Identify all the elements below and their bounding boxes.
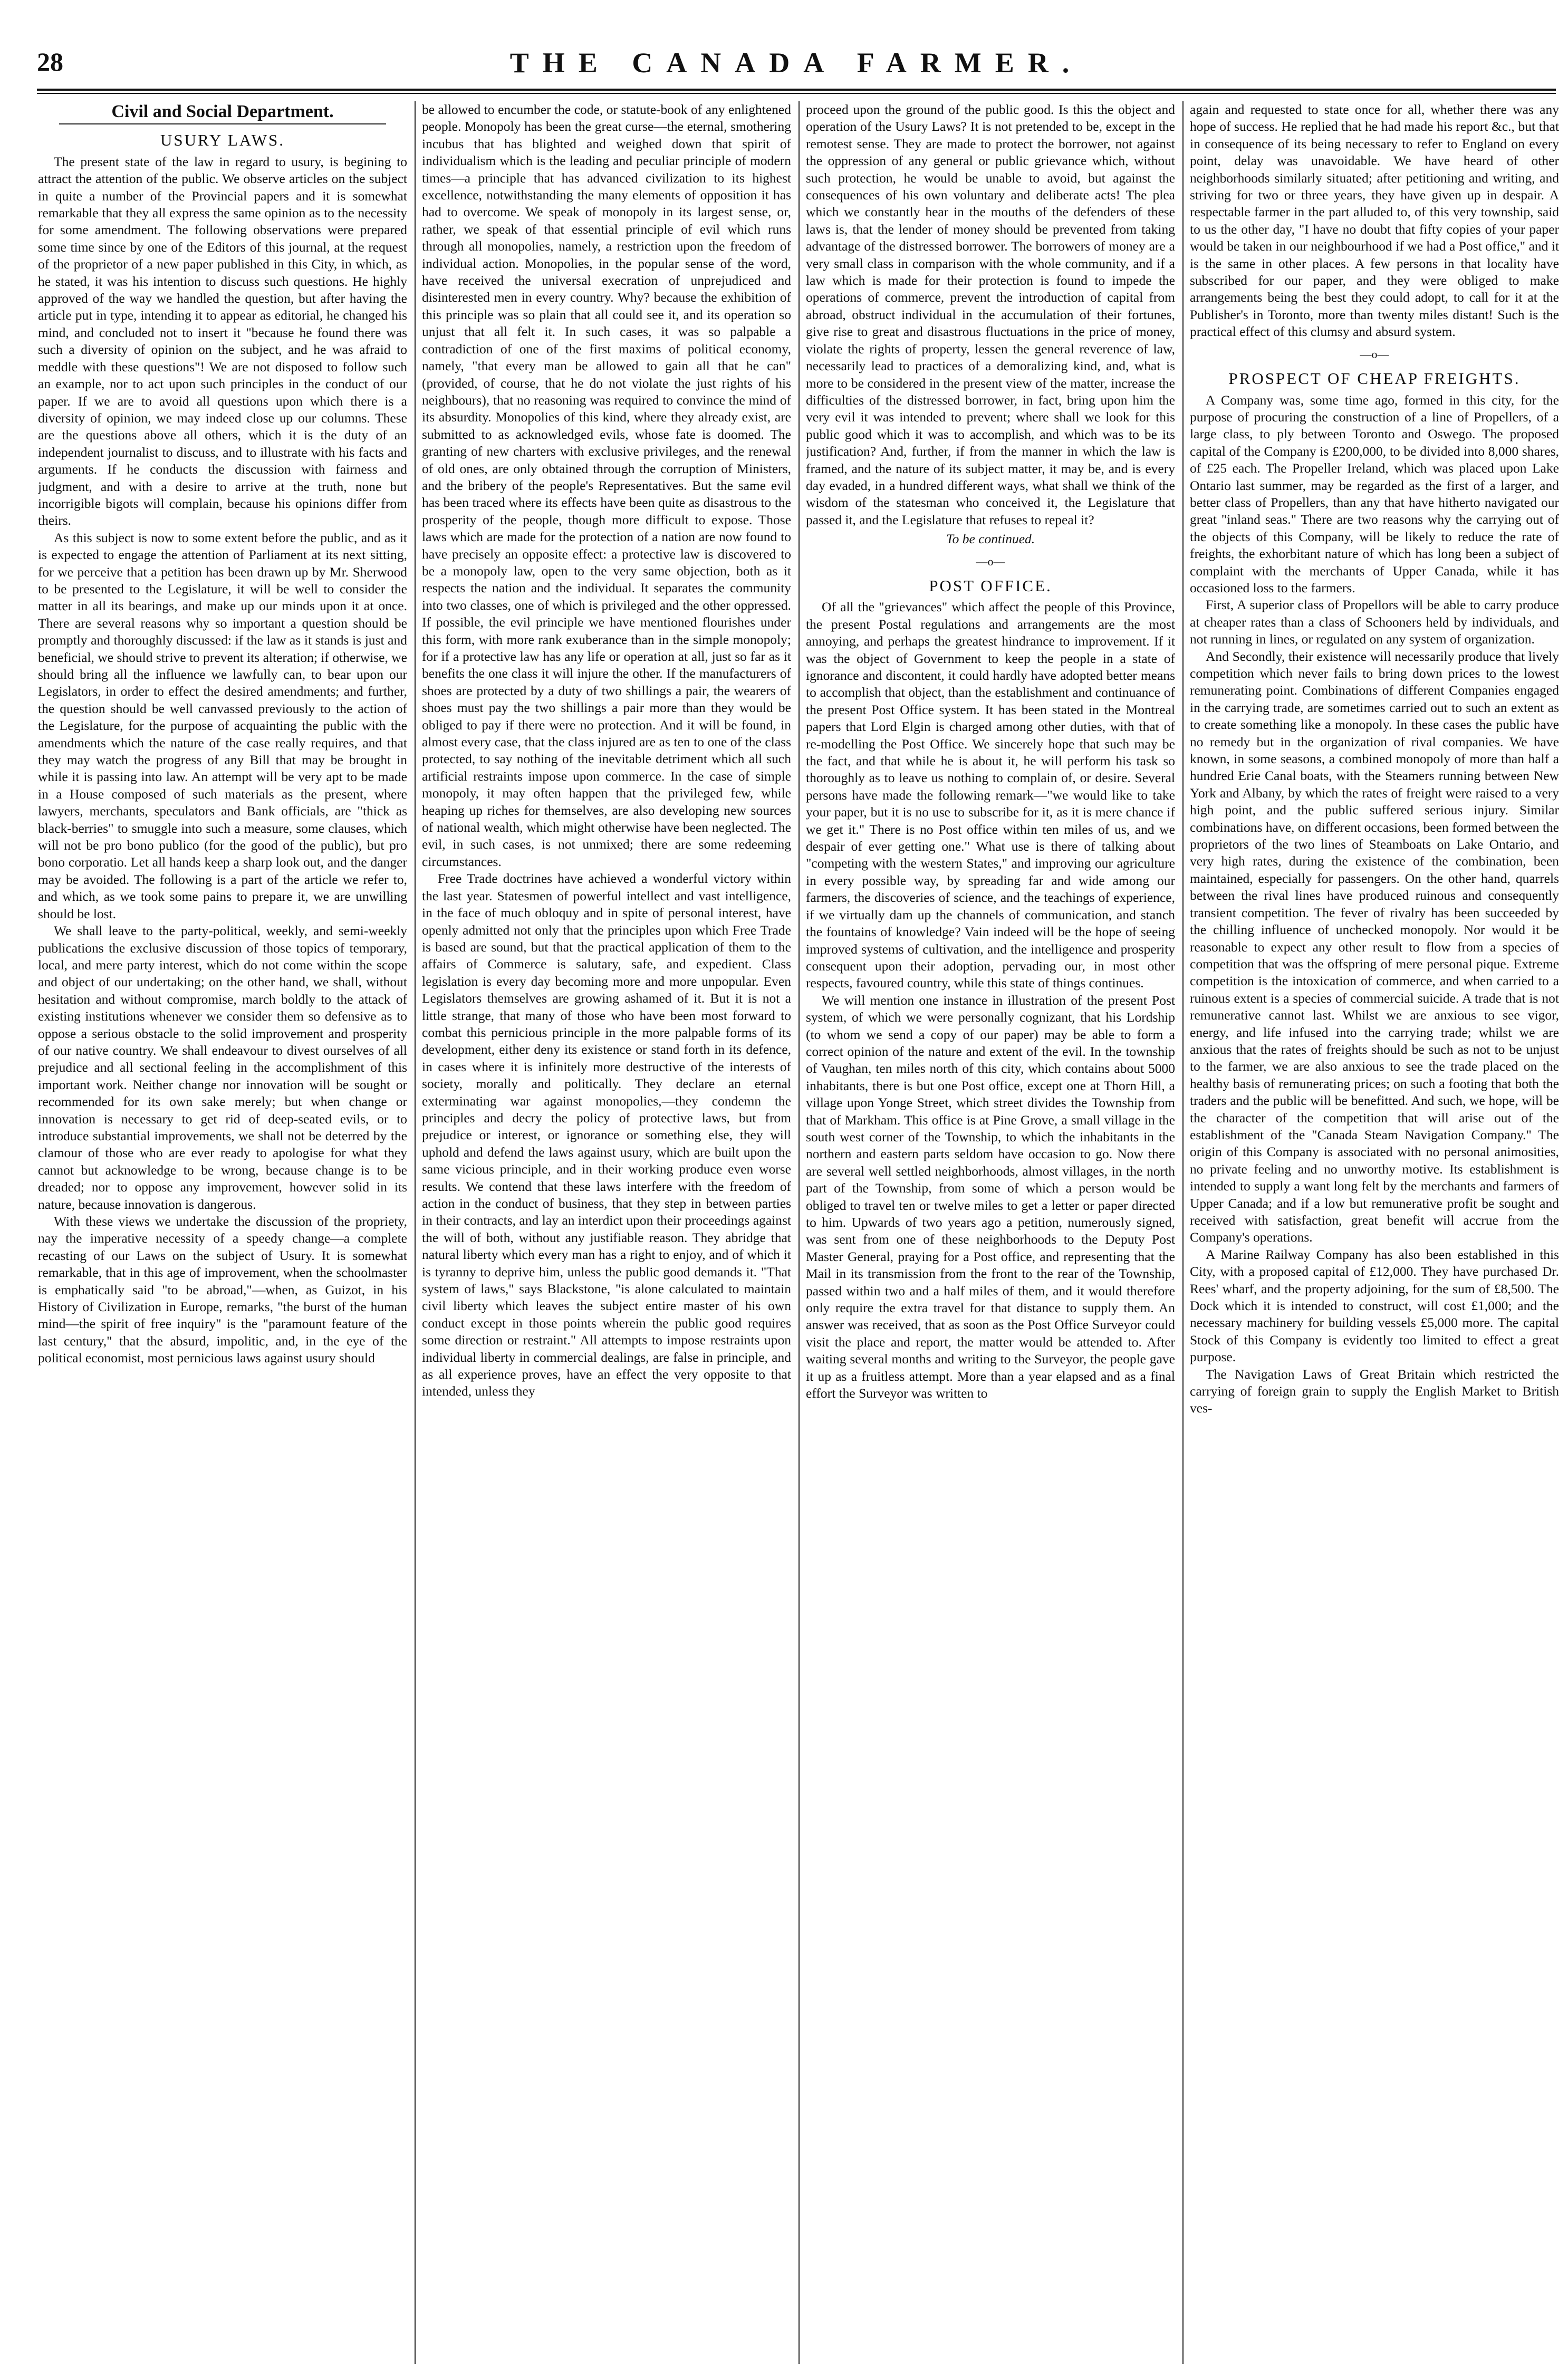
article-paragraph: We shall leave to the party-political, weekly, and semi-weekly publications the exclusive discussion of those topics of temporary, local, and mere party interest, which do not come within the scope and object of our undertaking; on the other hand, we shall, without hesitation and without compromise, march boldly to the attack of existing institutions whenever we consider them so defensive as to oppose a serious obstacle to the solid improvement and prosperity of our native country. We shall endeavour to divest ourselves of all prejudice and all sectional feeling in the accomplishment of this important work. Neither change nor innovation will be sought or recommended for its own sake merely; but when change or innovation is necessary to get rid of deep-seated evils, or to introduce substantial improvements, we shall not be deterred by the clamour of those who are ever ready to apologise for what they cannot but acknowledge to be wrong, because change is to be dreaded; nor to oppose any improvement, however solid in its nature, because innovation is dangerous.	[38, 923, 407, 1212]
department-heading: Civil and Social Department.	[111, 102, 334, 121]
column-4	[1190, 101, 1559, 2364]
article-paragraph: And Secondly, their existence will necessarily produce that lively competition which never fails to bring down prices to the lowest remunerating point. Combinations of different Companies engaged in the carrying trade, are sometimes carried out to such an extent as to create something like a monopoly. In these cases the public have no remedy but in the organization of rival companies. We have known, in some seasons, a combined monopoly of more than half a hundred Erie Canal boats, with the Steamers running between New York and Albany, by which the rates of freight were raised to a very high point, and the public suffered serious injury. Similar combinations have, on different occasions, been formed between the proprietors of the two lines of Steamboats on Lake Ontario, and very high rates, during the existence of the combination, been maintained, especially for passengers. On the other hand, quarrels between the rival lines have produced ruinous and consequently transient competition. The fever of rivalry has been succeeded by the chilling influence of unchecked monopoly. Nor would it be reasonable to expect any other result to flow from a species of competition that was the offspring of mere personal pique. Extreme competition is the intoxication of commerce, and when carried to a ruinous extent is a species of commercial suicide. A trade that is not remunerative cannot last. Whilst we are anxious to see vigor, energy, and life infused into the carrying trade; whilst we are anxious that the rates of freights should be such as not to be unjust to the farmer, we are also anxious to see the trade placed on the healthy basis of remunerating prices; on such a footing that both the traders and the public will be benefitted. And such, we hope, will be the character of the competition that will arise out of the establishment of the "Canada Steam Navigation Company." The origin of this Company is associated with no personal animosities, no private feeling and no unworthy motive. Its establishment is intended to supply a want long felt by the merchants and farmers of Upper Canada; and if a low but remunerative profit be sought and received with satisfaction, great benefit will accrue from the Company's operations.	[1190, 648, 1559, 1245]
article-paragraph: Free Trade doctrines have achieved a wonderful victory within the last year. Statesmen of powerful intellect and vast intelligence, in the face of much obloquy and in spite of personal interest, have openly admitted not only that the principles upon which Free Trade is based are sound, but that the practical application of them to the affairs of Commerce is salutary, safe, and expedient. Class legislation is every day becoming more and more unpopular. Even Legislators themselves are growing ashamed of it. But it is not a little strange, that many of those who have been most forward to combat this pernicious principle in the more palpable forms of its development, either deny its existence or stand forth in its defence, in cases where it is infinitely more destructive of the interests of society, morally and politically. They declare an eternal exterminating war against monopolies,—they condemn the principles and decry the policy of protective laws, but from prejudice or interest, or ignorance or something else, they will uphold and defend the laws against usury, which are built upon the same vicious principle, and in their working produce even worse results. We contend that these laws interfere with the freedom of action in the conduct of business, that they step in between parties in their contracts, and lay an interdict upon their proceedings against the will of both, without any justifiable reason. They abridge that natural liberty which every man has a right to enjoy, and of which it is tyranny to deprive him, unless the public good demands it. "That system of laws," says Blackstone, "is alone calculated to maintain civil liberty which leaves the subject entire master of his own conduct except in those points wherein the public good requires some direction or restraint." All attempts to impose restraints upon individual liberty in commercial dealings, are false in principle, and as all experience proves, have an effect the very opposite to that intended, unless they	[422, 871, 791, 1399]
header-rule	[37, 89, 1556, 91]
article-paragraph: The Navigation Laws of Great Britain which restricted the carrying of foreign grain to supply the English Market to British ves-	[1190, 1366, 1559, 1416]
header-rule-thin	[37, 93, 1556, 94]
usury-article-title: USURY LAWS.	[160, 131, 285, 150]
page-header	[37, 46, 1556, 83]
article-paragraph: A Marine Railway Company has also been established in this City, with a proposed capital of £12,000. They have purchased Dr. Rees' wharf, and the property adjoining, for the sum of £8,500. The Dock which it is intended to construct, will cost £1,000; and the necessary machinery for building vessels £5,000 more. The capital Stock of this Company is evidently too limited to effect a great purpose.	[1190, 1246, 1559, 1365]
to-be-continued-note: To be continued.	[946, 531, 1035, 547]
freights-article-title: PROSPECT OF CHEAP FREIGHTS.	[1228, 369, 1521, 388]
article-paragraph: Of all the "grievances" which affect the people of this Province, the present Postal regulations and arrangements are the most annoying, and perhaps the greatest hindrance to improvement. If it was the object of Government to keep the people in a state of ignorance and discontent, it could hardly have adopted better means to accomplish that object, than the establishment and continuance of the present Post Office system. It has been stated in the Montreal papers that Lord Elgin is charged among other duties, with that of re-modelling the Post Office. We sincerely hope that such may be the fact, and that while he is about it, he will perform his task so thoroughly as to leave us nothing to complain of, or desire. Several persons have made the following remark—"we would like to take your paper, but it is no use to subscribe for it, as it is mere chance if we get it." There is no Post office within ten miles of us, and we despair of ever getting one." What use is there of talking about "competing with the western States," and improving our agriculture in every possible way, by spreading far and wide among our farmers, the discoveries of science, and the teachings of experience, if we virtually dam up the channels of communication, and stanch the fountains of knowledge? Vain indeed will be the hope of seeing improved systems of cultivation, and the intelligence and prosperity consequent upon their adoption, pervading our, in most other respects, favoured country, while this state of things continues.	[806, 599, 1175, 991]
article-paragraph: again and requested to state once for all, whether there was any hope of success. He replied that he had made his report &c., but that in consequence of its being necessary to refer to England on every point, delay was unavoidable. We have heard of other neighborhoods similarly situated; after petitioning and writing, and striving for two or three years, they have given up in despair. A respectable farmer in the part alluded to, of this very township, said to us the other day, "I have no doubt that fifty copies of your paper would be taken in our neighbourhood if we had a Post office," and it is the same in other places. A few persons in that locality have subscribed for our paper, and they were obliged to make arrangements being the best they could adopt, to call for it at the Publisher's in Toronto, more than twenty miles distant! Such is the practical effect of this clumsy and absurd system.	[1190, 102, 1559, 340]
column-divider	[799, 101, 800, 2364]
column-3	[806, 101, 1175, 2364]
article-paragraph: The present state of the law in regard to usury, is begining to attract the attention of the public. We observe articles on the subject in quite a number of the Provincial papers and it is somewhat remarkable that they all express the same opinion as to the necessity for some amendment. The following observations were prepared some time since by one of the Editors of this journal, at the request of the proprietor of a new paper published in this City, in which, as he stated, it was his intention to discuss such questions. He highly approved of the way we handled the question, but after having the article put in type, intending it to appear as editorial, he changed his mind, and concluded not to insert it "because he found there was such a diversity of opinion on the subject, and he was afraid to meddle with these questions"! We are not disposed to follow such an example, nor to act upon such principles in the conduct of our paper. If we are to avoid all questions upon which there is a diversity of opinion, we may indeed close up our columns. These are the questions above all others, which it is the duty of an independent journalist to discuss, and to illustrate with his facts and arguments. If he conducts the discussion with fairness and judgment, and with a desire to arrive at the truth, none but incorrigible bigots will complain, because his opinions differ from theirs.	[38, 153, 407, 528]
department-rule	[59, 123, 386, 124]
article-paragraph: With these views we undertake the discussion of the propriety, nay the imperative necessity of a speedy change—a complete recasting of our Laws on the subject of Usury. It is somewhat remarkable, that in this age of improvement, when the schoolmaster is emphatically said "to be abroad,"—when, as Guizot, in his History of Civilization in Europe, remarks, "the burst of the human mind—the spirit of free inquiry" is the "paramount feature of the last century," that the absurd, impolitic, and, in the eye of the political economist, most pernicious laws against usury should	[38, 1214, 407, 1366]
article-paragraph: be allowed to encumber the code, or statute-book of any enlightened people. Monopoly has been the great curse—the eternal, smothering incubus that has blighted and weighed down that spirit of individualism which is the leading and peculiar principle of modern times—a principle that has advanced civilization to its highest excellence, notwithstanding the many elements of opposition it has had to overcome. We speak of monopoly in its largest sense, or, rather, we speak of that essential principle of evil which runs through all monopolies, namely, a restriction upon the freedom of individual action. Monopolies, in the popular sense of the word, have received the universal execration of unprejudiced and disinterested men in every country. Why? because the exhibition of this principle was so plain that all could see it, and its operation so unjust that all felt it. In such cases, it was so palpable a contradiction of one of the first maxims of political economy, namely, "that every man be allowed to gain all that he can" (provided, of course, that he do not violate the just rights of his neighbours), that no reasoning was required to convince the mind of its absurdity. Monopolies of this kind, where they already exist, are submitted to as acknowledged evils, whose fate is doomed. The granting of new charters with exclusive privileges, and the renewal of old ones, are only obtained through the corruption of Ministers, and the bribery of the people's Representatives. But the same evil has been traced where its effects have been quite as disastrous to the prosperity of the people, though more difficult to expose. Those laws which are made for the protection of a nation are now found to have precisely an opposite effect: a protective law is discovered to be a monopoly law, open to the very same objection, both as it respects the nation and the individual. It separates the community into two classes, one of which is privileged and the other oppressed. If possible, the evil principle we have mentioned flourishes under this form, with more rank exuberance than in the simple monopoly; for if a protective law has any life or operation at all, just so far as it benefits the one class it will injure the other. If the manufacturers of shoes are protected by a duty of two shillings a pair, the wearers of shoes must pay the two shillings a pair more than they would be obliged to pay if there were no protection. And it will be found, in almost every case, that the class injured are as ten to one of the class protected, to say nothing of the inevitable detriment which all such artificial restraints impose upon commerce. In the case of simple monopoly, it may often happen that the privileged few, while heaping up riches for themselves, are also developing new sources of national wealth, which might otherwise have been neglected. The evil, in such cases, is not unmixed; there are some redeeming circumstances.	[422, 102, 791, 869]
column-1	[38, 101, 407, 2364]
article-paragraph: proceed upon the ground of the public good. Is this the object and operation of the Usury Laws? It is not pretended to be, except in the remotest sense. They are made to protect the borrower, not against the oppression of any general or public grievance which, without such protection, he would be unable to avoid, but against the consequences of his own voluntary and deliberate acts! The plea which we constantly hear in the mouths of the defenders of these laws is, that the lender of money should be prevented from taking advantage of the distressed borrower. The borrowers of money are a very small class in comparison with the whole community, and if a law which is made for their protection is found to impede the operations of commerce, prevent the introduction of capital from abroad, obstruct individual in the accumulation of their fortunes, give rise to great and disastrous fluctuations in the price of money, violate the rights of property, lessen the general reverence of law, necessarily lead to practices of a demoralizing kind, and, what is more to be considered in the present view of the matter, increase the difficulties of the distressed borrower, in fact, bring upon him the very evil it was intended to prevent; where shall we look for this public good which it was to accomplish, and which was to be its justification? And, further, if from the manner in which the law is framed, and the nature of its subject matter, it may be, and is every day evaded, in a hundred different ways, what shall we think of the wisdom of the statesman who conceived it, the Legislature that passed it, and the Legislature that refuses to repeal it?	[806, 102, 1175, 527]
post-office-article-title: POST OFFICE.	[929, 576, 1052, 595]
article-paragraph: We will mention one instance in illustration of the present Post system, of which we were personally cognizant, that his Lordship (to whom we send a copy of our paper) may be able to form a correct opinion of the nature and extent of the evil. In the township of Vaughan, ten miles north of this city, which contains about 5000 inhabitants, there is but one Post office, except one at Thorn Hill, a village upon Yonge Street, which street divides the Township from that of Markham. This office is at Pine Grove, a small village in the south west corner of the Township, to which the inhabitants in the northern and eastern parts seldom have occasion to go. Now there are several well settled neighborhoods, almost villages, in the north part of the Township, from some of which a person would be obliged to travel ten or twelve miles to get a letter or paper directed to him. Upwards of two years ago a petition, numerously signed, was sent from one of these neighborhoods to the Deputy Post Master General, praying for a Post office, and representing that the Mail in its transmission from the front to the rear of the Township, passed within two and a half miles of them, and it would therefore only require the extra travel for that distance to supply them. An answer was received, that as soon as the Post Office Surveyor could visit the place and report, the matter would be attended to. After waiting several months and writing to the Surveyor, the people gave it up as a fruitless attempt. More than a year elapsed and as a final effort the Surveyor was written to	[806, 992, 1175, 1401]
page-number: 28	[37, 47, 63, 76]
column-divider	[415, 101, 416, 2364]
column-divider	[1182, 101, 1184, 2364]
article-paragraph: As this subject is now to some extent before the public, and as it is expected to engage the attention of Parliament at its next sitting, for we perceive that a petition has been drawn up by Mr. Sherwood to be presented to the Legislature, it will be well to consider the matter in all its bearings, and make up our minds upon it at once. There are several reasons why so important a question should be promptly and thoroughly discussed: if the law as it stands is just and beneficial, we should strive to prevent its alteration; if otherwise, we should bring all the influence we lawfully can, to bear upon our Legislators, in order to effect the desired amendments; and further, the question should be well canvassed previously to the action of the Legislature, for the purpose of acquainting the public with the amendments which the nature of the case really requires, and that they may watch the progress of any Bill that may be brought in while it is passing into law. An attempt will be very apt to be made in a House composed of such materials as the present, where lawyers, merchants, speculators and Bank officials, are "thick as black-berries" to smuggle into such a measure, some clauses, which will not be pro bono publico (for the good of the public), but pro bono corporatio. Let all hands keep a sharp look out, and the danger may be avoided. The following is a part of the article we refer to, and which, as we took some pains to prepare it, we are unwilling should be lost.	[38, 530, 407, 921]
article-paragraph: A Company was, some time ago, formed in this city, for the purpose of procuring the construction of a line of Propellers, of a large class, to ply between Toronto and Oswego. The proposed capital of the Company is £200,000, to be divided into 8,000 shares, of £25 each. The Propeller Ireland, which was placed upon Lake Ontario last summer, may be regarded as the first of a larger, and better class of Propellers, than any that have hitherto navigated our great "inland seas." There are two reasons why the carrying out of the objects of this Company, will be likely to reduce the rate of freights, the exhorbitant nature of which has long been a subject of complaint with the merchants of Upper Canada, while it has occasioned loss to the farmers.	[1190, 392, 1559, 595]
article-paragraph: First, A superior class of Propellors will be able to carry produce at cheaper rates than a class of Schooners held by individuals, and not running in lines, or regulated on any system of organization.	[1190, 597, 1559, 647]
section-separator: —o—	[1360, 347, 1389, 361]
section-separator: —o—	[976, 554, 1005, 568]
column-2	[422, 101, 791, 2364]
masthead-title: THE CANADA FARMER.	[509, 47, 1083, 79]
